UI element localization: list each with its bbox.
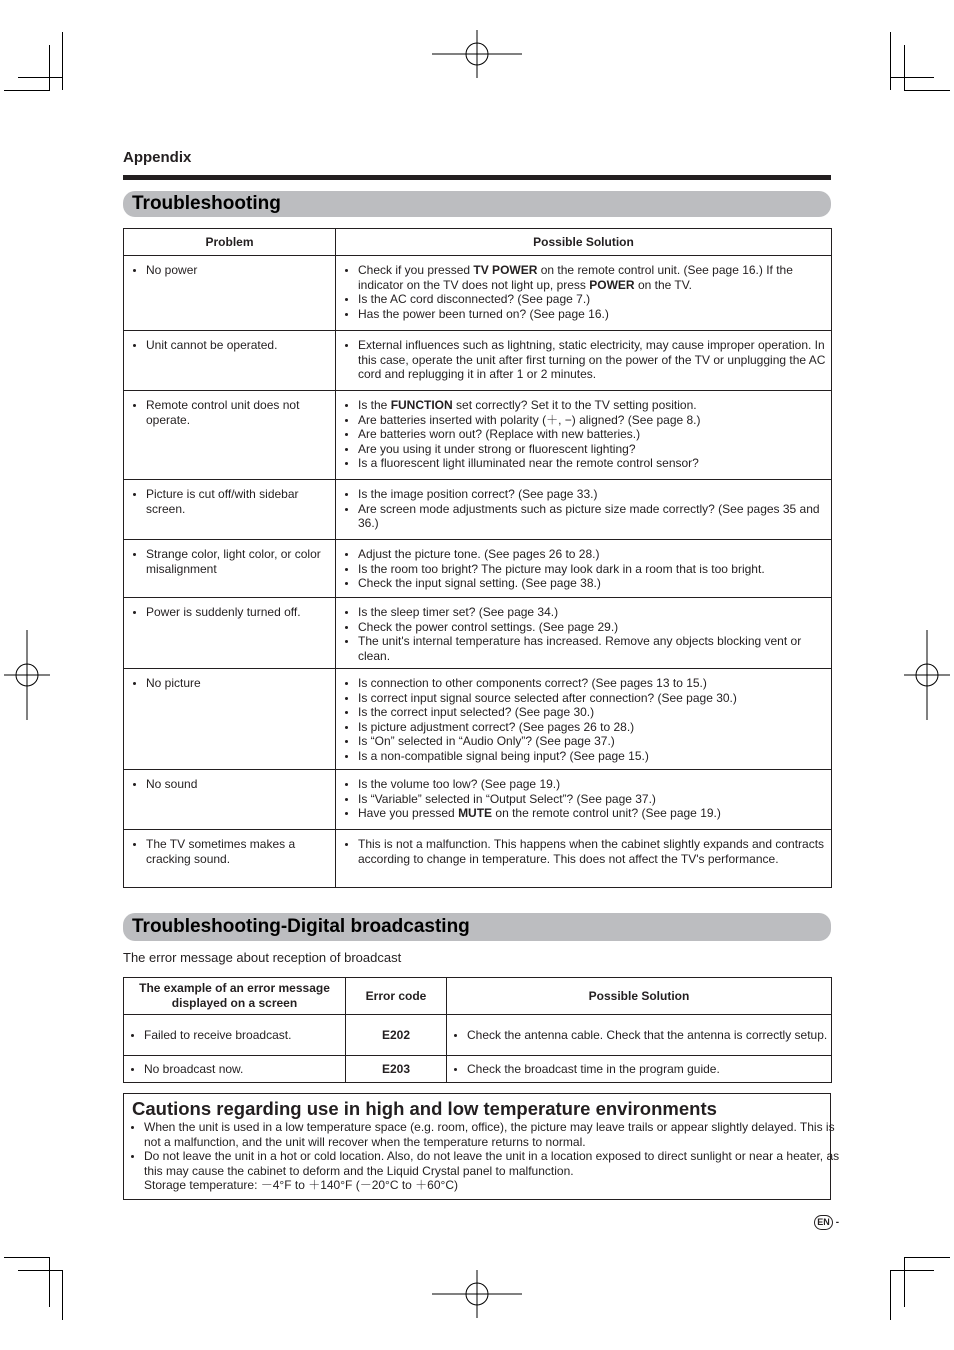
- problem-text: • Unit cannot be operated.: [146, 338, 335, 353]
- crop-mark: [890, 1270, 891, 1320]
- crop-mark: [890, 32, 891, 90]
- solution-item: • This is not a malfunction. This happens when the cabinet slightly expands and contracts according to change in temperature. This does not affect the TV's performance.: [358, 837, 831, 866]
- error-message: • No broadcast now.: [144, 1062, 345, 1077]
- digital-subtitle: The error message about reception of broadcast: [123, 950, 402, 965]
- problem-text: • No sound: [146, 777, 335, 792]
- solution-item: • Is “Variable” selected in “Output Select”? (See page 37.): [358, 792, 831, 807]
- error-solution: • Check the antenna cable. Check that the antenna is correctly setup.: [467, 1028, 831, 1043]
- troubleshooting-title: Troubleshooting: [123, 191, 831, 217]
- solution-item: • Is picture adjustment correct? (See pages 26 to 28.): [358, 720, 831, 735]
- crop-mark: [4, 1257, 50, 1258]
- table-row: [124, 598, 832, 669]
- registration-mark-icon: [904, 630, 950, 720]
- solution-item: • Are batteries worn out? (Replace with new batteries.): [358, 427, 831, 442]
- crop-mark: [904, 45, 905, 91]
- error-solution: • Check the broadcast time in the program guide.: [467, 1062, 831, 1077]
- crop-mark: [18, 1270, 62, 1271]
- section-label: Appendix: [123, 149, 192, 166]
- column-header-solution: Possible Solution: [336, 229, 832, 256]
- crop-mark: [62, 1270, 63, 1320]
- registration-mark-icon: [432, 30, 522, 78]
- registration-mark-icon: [432, 1270, 522, 1318]
- solution-item: • Is the room too bright? The picture may look dark in a room that is too bright.: [358, 562, 831, 577]
- caution-item: • Do not leave the unit in a hot or cold location. Also, do not leave the unit in a location exposed to direct sunlight or near a heater, as this may cause the cabinet to deform and the Liquid Crystal panel to malfunction. Storage temperature: －4°F to ＋140°F (－20°C to ＋60°C): [144, 1149, 844, 1193]
- cautions-list: [124, 1120, 844, 1193]
- column-header-error-code: Error code: [346, 978, 447, 1015]
- solution-item: • Are screen mode adjustments such as picture size made correctly? (See pages 35 and 36.): [358, 502, 831, 531]
- error-message: • Failed to receive broadcast.: [144, 1028, 345, 1043]
- crop-mark: [49, 45, 50, 91]
- error-code: E203: [346, 1056, 447, 1083]
- error-code-table: [123, 977, 832, 1083]
- solution-item: • Check if you pressed TV POWER on the remote control unit. (See page 16.) If the indicator on the TV does not light up, press POWER on the TV.: [358, 263, 831, 292]
- page-dash: -: [835, 1217, 840, 1228]
- crop-mark: [890, 77, 934, 78]
- table-row: [124, 830, 832, 888]
- table-row: [124, 770, 832, 830]
- problem-text: • Power is suddenly turned off.: [146, 605, 335, 620]
- solution-item: • Are you using it under strong or fluorescent lighting?: [358, 442, 831, 457]
- crop-mark: [904, 1257, 905, 1307]
- caution-item: • When the unit is used in a low temperature space (e.g. room, office), the picture may leave trails or appear slightly delayed. This is not a malfunction, and the unit will recover when the temperature returns to normal.: [144, 1120, 844, 1149]
- crop-mark: [49, 1257, 50, 1307]
- table-row: [124, 391, 832, 480]
- solution-item: • Adjust the picture tone. (See pages 26 to 28.): [358, 547, 831, 562]
- problem-text: • Picture is cut off/with sidebar screen.: [146, 487, 335, 516]
- solution-item: • Are batteries inserted with polarity (＋, −) aligned? (See page 8.): [358, 413, 831, 428]
- table-row: [124, 331, 832, 391]
- table-row: [124, 480, 832, 540]
- language-badge: EN: [814, 1215, 833, 1230]
- solution-item: • Is “On” selected in “Audio Only”? (See page 37.): [358, 734, 831, 749]
- crop-mark: [62, 32, 63, 90]
- registration-mark-icon: [4, 630, 50, 720]
- table-row: [124, 256, 832, 331]
- column-header-problem: Problem: [124, 229, 336, 256]
- solution-item: • Is the AC cord disconnected? (See page 7.): [358, 292, 831, 307]
- header-rule: [123, 175, 831, 180]
- cautions-title: Cautions regarding use in high and low temperature environments: [132, 1098, 717, 1119]
- solution-item: • Is the image position correct? (See page 33.): [358, 487, 831, 502]
- solution-item: • Is a fluorescent light illuminated near the remote control sensor?: [358, 456, 831, 471]
- column-header-error-message: The example of an error message displayed on a screen: [124, 978, 346, 1015]
- cautions-box: [123, 1093, 840, 1200]
- solution-item: • Has the power been turned on? (See page 16.): [358, 307, 831, 322]
- table-row: [124, 1056, 832, 1083]
- troubleshooting-table: [123, 228, 832, 888]
- digital-broadcasting-title: Troubleshooting-Digital broadcasting: [123, 913, 831, 941]
- page-marker: [814, 1215, 839, 1230]
- solution-item: • Is the FUNCTION set correctly? Set it to the TV setting position.: [358, 398, 831, 413]
- error-code: E202: [346, 1015, 447, 1056]
- solution-item: • Is the correct input selected? (See page 30.): [358, 705, 831, 720]
- problem-text: • No power: [146, 263, 335, 278]
- problem-text: • Strange color, light color, or color misalignment: [146, 547, 335, 576]
- solution-item: • External influences such as lightning, static electricity, may cause improper operation. In this case, operate the unit after first turning on the power of the TV or unplugging the AC cord and replugging it in after 1 or 2 minutes.: [358, 338, 831, 382]
- solution-item: • Is a non-compatible signal being input? (See page 15.): [358, 749, 831, 764]
- solution-item: • Is correct input signal source selected after connection? (See page 30.): [358, 691, 831, 706]
- crop-mark: [904, 90, 950, 91]
- storage-temperature: Storage temperature: －4°F to ＋140°F (－20°C to ＋60°C): [144, 1178, 458, 1193]
- table-row: [124, 540, 832, 598]
- solution-item: • Is the sleep timer set? (See page 34.): [358, 605, 831, 620]
- crop-mark: [890, 1270, 934, 1271]
- solution-item: • Have you pressed MUTE on the remote control unit? (See page 19.): [358, 806, 831, 821]
- solution-item: • Is connection to other components correct? (See pages 13 to 15.): [358, 676, 831, 691]
- solution-item: • The unit's internal temperature has increased. Remove any objects blocking vent or clean.: [358, 634, 831, 663]
- crop-mark: [18, 77, 62, 78]
- solution-item: • Is the volume too low? (See page 19.): [358, 777, 831, 792]
- solution-item: • Check the input signal setting. (See page 38.): [358, 576, 831, 591]
- table-row: [124, 669, 832, 770]
- crop-mark: [904, 1257, 950, 1258]
- column-header-dig-solution: Possible Solution: [447, 978, 832, 1015]
- table-row: [124, 1015, 832, 1056]
- problem-text: • The TV sometimes makes a cracking sound.: [146, 837, 335, 866]
- problem-text: • No picture: [146, 676, 335, 691]
- solution-item: • Check the power control settings. (See page 29.): [358, 620, 831, 635]
- problem-text: • Remote control unit does not operate.: [146, 398, 335, 427]
- crop-mark: [4, 90, 50, 91]
